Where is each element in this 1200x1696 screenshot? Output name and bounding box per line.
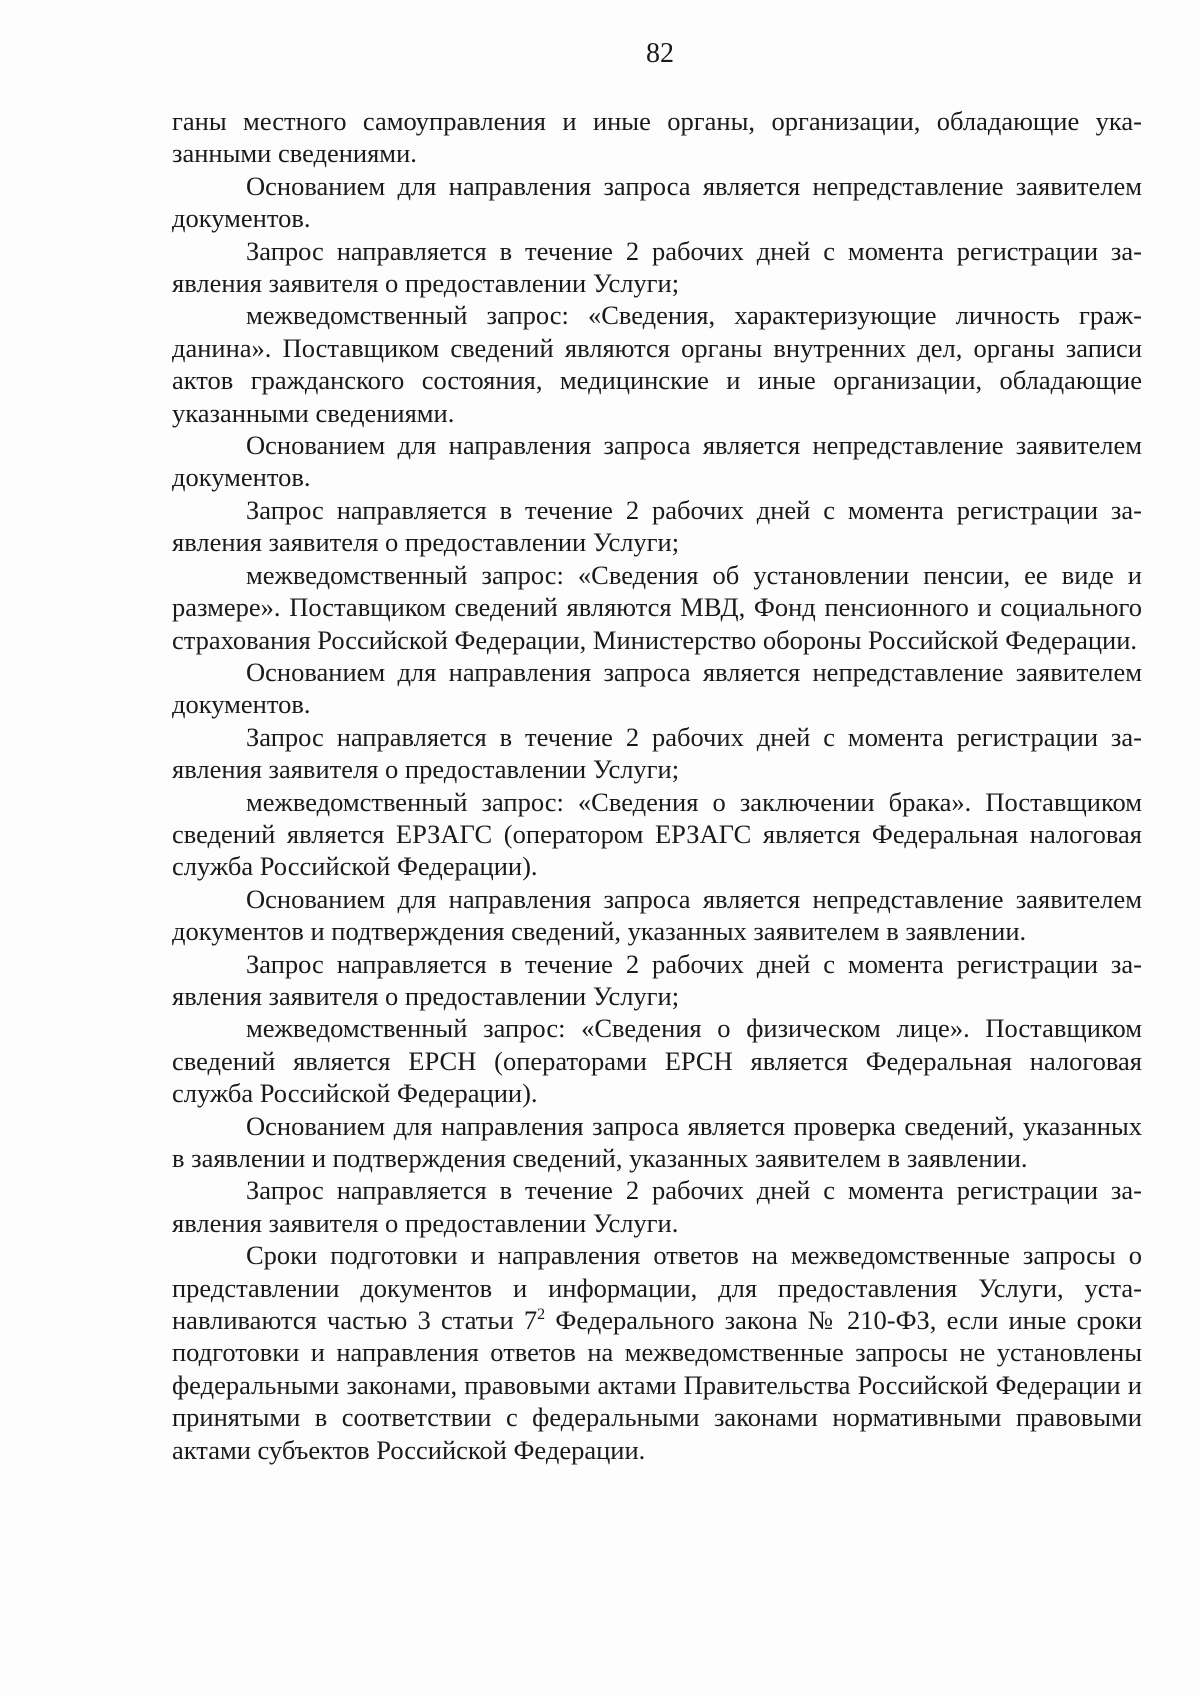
paragraph-10: межведомственный запрос: «Сведения о заключении брака». Поставщиком сведений является ЕРЗАГС (оператором ЕРЗАГС является Федеральная налоговая служба Российской Федерации). (172, 786, 1142, 882)
paragraph-16-text-start: Сроки подготовки и направления ответов на межведомственные запросы о представлении документов и информации, для предоставления Услуги, устанавливаются частью 3 статьи 7 (172, 1240, 1142, 1336)
page-number: 82 (646, 38, 674, 69)
paragraph-11: Основанием для направления запроса является непредставление заявителем документов и подтверждения сведений, указанных заявителем в заявлении. (172, 883, 1142, 947)
paragraph-13: межведомственный запрос: «Сведения о физическом лице». Поставщиком сведений является ЕРСН (операторами ЕРСН является Федеральная налоговая служба Российской Федерации). (172, 1013, 1142, 1109)
paragraph-16 (172, 1239, 1142, 1466)
paragraph-2: Основанием для направления запроса является непредставление заявителем документов. (172, 170, 1142, 234)
document-body (172, 105, 1142, 1466)
paragraph-3: Запрос направляется в течение 2 рабочих дней с момента регистрации заявления заявителя о предоставлении Услуги; (172, 235, 1142, 299)
paragraph-9: Запрос направляется в течение 2 рабочих дней с момента регистрации заявления заявителя о предоставлении Услуги; (172, 721, 1142, 785)
paragraph-7: межведомственный запрос: «Сведения об установлении пенсии, ее виде и размере». Поставщиком сведений являются МВД, Фонд пенсионного и социального страхования Российской Федерации, Министерство обороны Российской Федерации. (172, 559, 1142, 655)
paragraph-16-text-end: Федерального закона № 210-ФЗ, если иные сроки подготовки и направления ответов на межведомственные запросы не установлены федеральными законами, правовыми актами Правительства Российской Федерации и принятыми в соответствии с федеральными законами нормативными правовыми актами субъектов Российской Федерации. (172, 1305, 1142, 1465)
paragraph-8: Основанием для направления запроса является непредставление заявителем документов. (172, 656, 1142, 720)
paragraph-5: Основанием для направления запроса является непредставление заявителем документов. (172, 430, 1142, 493)
article-superscript: 2 (537, 1306, 546, 1324)
paragraph-14: Основанием для направления запроса является проверка сведений, указанных в заявлении и подтверждения сведений, указанных заявителем в заявлении. (172, 1110, 1142, 1173)
paragraph-6: Запрос направляется в течение 2 рабочих дней с момента регистрации заявления заявителя о предоставлении Услуги; (172, 494, 1142, 558)
paragraph-4: межведомственный запрос: «Сведения, характеризующие личность гражданина». Поставщиком сведений являются органы внутренних дел, органы записи актов гражданского состояния, медицинские и иные организации, обладающие указанными сведениями. (172, 300, 1142, 428)
paragraph-1: ганы местного самоуправления и иные органы, организации, обладающие указанными сведениями. (172, 106, 1142, 169)
paragraph-15: Запрос направляется в течение 2 рабочих дней с момента регистрации заявления заявителя о предоставлении Услуги. (172, 1175, 1142, 1238)
paragraph-12: Запрос направляется в течение 2 рабочих дней с момента регистрации заявления заявителя о предоставлении Услуги; (172, 948, 1142, 1011)
